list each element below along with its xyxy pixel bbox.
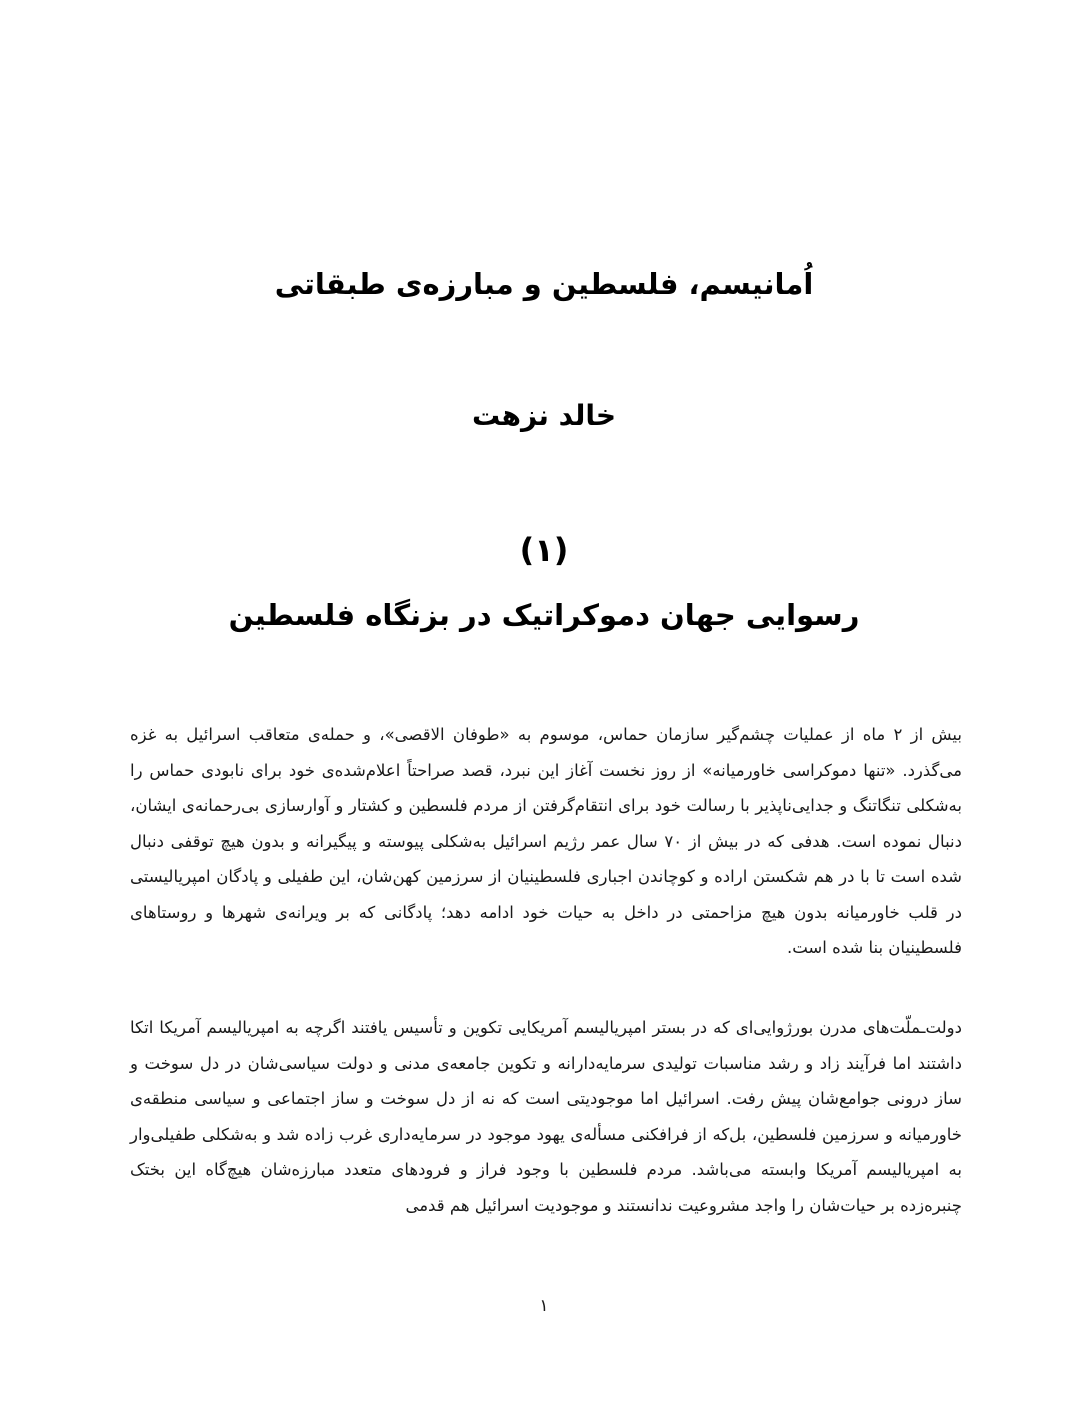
body-paragraph-1: بیش از ۲ ماه از عملیات چشم‌گیر سازمان حماس، موسوم به «طوفان الاقصی»، و حمله‌ی متعاقب اسرائیل به غزه می‌گذرد. «تنها دموکراسی خاورمیانه» از روز نخست آغاز این نبرد، قصد صراحتاً اعلام‌شده‌ی خود برای نابودی حماس را به‌شکلی تنگاتنگ و جدایی‌ناپذیر با رسالت خود برای انتقام‌گرفتن از مردم فلسطین و کشتار و آوارسازی بی‌رحمانه‌ی ایشان، دنبال نموده است. هدفی که در بیش از ۷۰ سال عمر رژیم اسرائیل به‌شکلی پیوسته و پیگیرانه و بدون هیچ توقفی دنبال شده است تا با در هم شکستن اراده و کوچاندن اجباری فلسطینیان از سرزمین کهن‌شان، این طفیلی و پادگان امپریالیستی در قلب خاورمیانه بدون هیچ مزاحمتی در داخل به حیات خود ادامه دهد؛ پادگانی که بر ویرانه‌ی شهرها و روستاهای فلسطینیان بنا شده است. bbox=[130, 725, 962, 957]
author-name: خالد نزهت bbox=[471, 399, 617, 432]
body-paragraph-2: دولت‌ـملّت‌های مدرن بورژوایی‌ای که در بستر امپریالیسم آمریکایی تکوین و تأسیس یافتند اگرچه به امپریالیسم آمریکا اتکا داشتند اما فرآیند زاد و رشد مناسبات تولیدی سرمایه‌دارانه و تکوین جامعه‌ی مدنی و دولت سیاسی‌شان در دل سوخت و ساز درونی جوامع‌شان پیش رفت. اسرائیل اما موجودیتی است که نه از دل سوخت و ساز اجتماعی و سیاسی منطقه‌ی خاورمیانه و سرزمین فلسطین، بل‌که از فرافکنی مسأله‌ی یهود موجود در سرمایه‌داری غرب زاده شد و به‌شکلی طفیلی‌وار به امپریالیسم آمریکا وابسته می‌باشد. مردم فلسطین با وجود فراز و فرودهای متعدد مبارزه‌شان هیچ‌گاه این بختک چنبره‌زده بر حیات‌شان را واجد مشروعیت ندانستند و موجودیت اسرائیل هم قدمی bbox=[130, 1018, 962, 1215]
document-title: اُمانیسم، فلسطین و مبارزه‌ی طبقاتی bbox=[274, 267, 814, 301]
section-title: رسوایی جهان دموکراتیک در بزنگاه فلسطین bbox=[228, 598, 860, 632]
section-number: (۱) bbox=[519, 531, 569, 569]
page-number: ۱ bbox=[539, 1296, 549, 1316]
